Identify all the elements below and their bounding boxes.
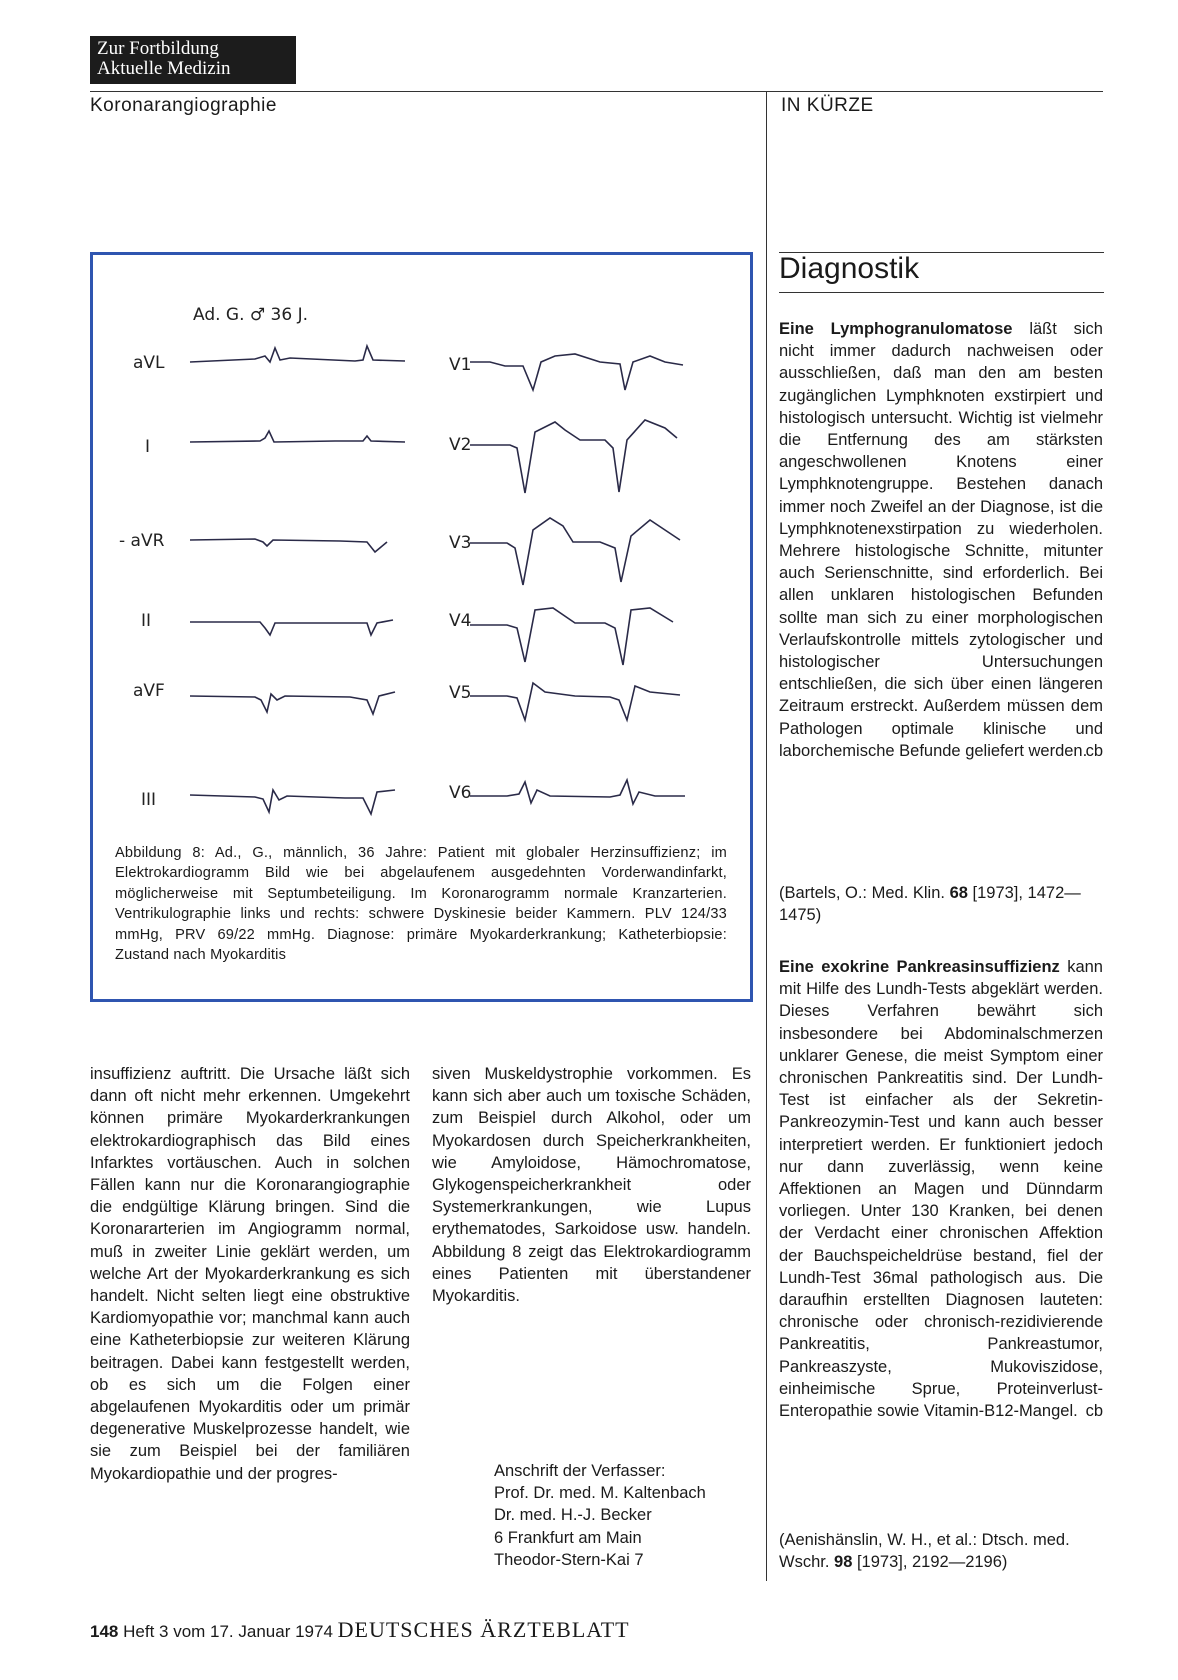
page-footer xyxy=(90,1617,630,1643)
author-address xyxy=(494,1460,706,1571)
ecg-patient-label: Ad. G. ♂ 36 J. xyxy=(193,305,309,325)
ecg-trace-avf xyxy=(190,692,395,714)
lead-label-v5: V5 xyxy=(449,683,472,703)
rubric-line-1: Zur Fortbildung xyxy=(97,38,219,59)
ecg-trace-v1 xyxy=(470,354,683,390)
ref1-pages: [1973], 1472—1475) xyxy=(779,884,1081,925)
section-title-left: Koronarangiographie xyxy=(90,95,277,116)
ecg-trace-avl xyxy=(190,346,405,362)
rubric-line-2: Aktuelle Medizin xyxy=(97,58,231,79)
ref2-authors: (Aenishänslin, W. H., et al.: Dtsch. med. Wschr. xyxy=(779,1531,1070,1572)
ecg-trace-v6 xyxy=(470,780,685,804)
lead-label-avr: - aVR xyxy=(119,531,165,551)
address-line-1: Prof. Dr. med. M. Kaltenbach xyxy=(494,1484,706,1503)
lead-label-v4: V4 xyxy=(449,611,472,631)
rubric-label xyxy=(90,36,296,84)
ecg-trace-avr xyxy=(190,539,387,552)
ref1-volume: 68 xyxy=(949,884,968,902)
ecg-trace-v4 xyxy=(470,608,673,665)
lead-label-iii: III xyxy=(141,790,157,810)
journal-name: DEUTSCHES ÄRZTEBLATT xyxy=(337,1617,630,1642)
header-rule xyxy=(90,91,1103,92)
diagnostik-item-1 xyxy=(779,318,1103,762)
item1-signature: cb xyxy=(1085,742,1103,761)
address-line-4: Theodor-Stern-Kai 7 xyxy=(494,1550,644,1569)
lead-label-v1: V1 xyxy=(449,355,472,375)
body-column-2 xyxy=(432,1063,751,1307)
ecg-trace-v3 xyxy=(470,518,680,585)
lead-label-ii: II xyxy=(141,611,152,631)
ecg-trace-v5 xyxy=(470,683,680,720)
body-paragraph-1: insuffizienz auftritt. Die Ursache läßt sich dann oft nicht mehr erkennen. Umgekehrt können primäre Myokarderkrankungen elektrokardiographisch das Bild eines Infarktes vortäuschen. Auch in solchen Fällen kann nur die Koronarangiographie die endgültige Klärung bringen. Sind die Koronararterien im Angiogramm normal, muß in zweiter Linie geklärt werden, um welche Art der Myokarderkrankung es sich handelt. Nicht selten liegt eine obstruktive Kardiomyopathie vor; manchmal kann auch eine Katheterbiopsie zur weiteren Klärung beitragen. Dabei kann festgestellt werden, ob es sich um die Folgen einer abgelaufenen Myokarditis oder um primär degenerative Muskelprozesse handelt, wie sie zum Beispiel bei der familiären Myokardiopathie und der progres- xyxy=(90,1065,410,1483)
diagnostik-item-2 xyxy=(779,956,1103,1422)
body-paragraph-2: siven Muskeldystrophie vorkommen. Es kann sich aber auch um toxische Schäden, zum Beispiel durch Alkohol, oder um Myokardosen durch Speicherkrankheiten, wie Amyloidose, Hämochromatose, Glykogenspeicherkrankheit oder Systemerkrankungen, wie Lupus erythematodes, Sarkoidose usw. handeln. Abbildung 8 zeigt das Elektrokardiogramm eines Patienten mit überstandener Myokarditis. xyxy=(432,1065,751,1306)
ecg-trace-ii xyxy=(190,620,393,635)
item2-text: kann mit Hilfe des Lundh-Tests abgeklärt werden. Dieses Verfahren bewährt sich insbesondere bei Abdominalschmerzen unklarer Genese, die meist Symptom einer chronischen Pankreatitis sind. Der Lundh-Test ist einfacher als der Sekretin-Pankreozymin-Test und kann auch besser interpretiert werden. Er funktioniert jedoch nur dann zuverlässig, wenn keine Affektionen an Magen und Dünndarm vorliegen. Unter 130 Kranken, bei denen der Verdacht einer chronischen Affektion der Bauchspeicheldrüse bestand, fiel der Lundh-Test 36mal pathologisch aus. Die daraufhin erstellten Diagnosen lauteten: chronische oder chronisch-rezidivierende Pankreatitis, Pankreastumor, Pankreaszyste, Mukoviszidose, einheimische Sprue, Proteinverlust-Enteropathie sowie Vitamin-B12-Mangel. xyxy=(779,958,1103,1421)
diagnostik-ref-1 xyxy=(779,882,1103,926)
ref2-volume: 98 xyxy=(834,1553,853,1572)
section-title-right: IN KÜRZE xyxy=(781,95,874,116)
page-number: 148 xyxy=(90,1622,119,1641)
lead-label-v3: V3 xyxy=(449,533,472,553)
diagnostik-title-rule xyxy=(779,292,1104,293)
lead-label-avl: aVL xyxy=(133,353,165,373)
lead-label-avf: aVF xyxy=(133,681,165,701)
ecg-figure xyxy=(105,290,745,835)
ref2-pages: [1973], 2192—2196) xyxy=(852,1553,1008,1572)
address-heading: Anschrift der Verfasser: xyxy=(494,1462,666,1480)
diagnostik-ref-2 xyxy=(779,1529,1103,1573)
item1-lead: Eine Lymphogranulomatose xyxy=(779,320,1013,338)
item1-text: läßt sich nicht immer dadurch nachweisen oder ausschließen, daß man den am besten zugänglichen Lymphknoten exstirpiert und histologisch untersucht. Wichtig ist vielmehr die Entfernung des am stärksten angeschwollenen Knotens einer Lymphknotengruppe. Bestehen danach immer noch Zweifel an der Diagnose, ist die Lymphknotenexstirpation zu wiederholen. Mehrere histologische Schnitte, mitunter auch Serienschnitte, sind erforderlich. Bei allen unklaren histologischen Befunden sollte man sich zu einer morphologischen Verlaufskontrolle mittels zytologischer und histologischer Untersuchungen entschließen, die sich über einen längeren Zeitraum erstreckt. Außerdem müssen dem Pathologen optimale klinische und laborchemische Befunde geliefert werden. xyxy=(779,320,1103,760)
diagnostik-title: Diagnostik xyxy=(779,252,920,285)
ecg-trace-iii xyxy=(190,790,395,814)
ecg-trace-i xyxy=(190,431,405,442)
lead-label-i: I xyxy=(145,437,151,457)
column-divider xyxy=(766,91,767,1581)
address-line-3: 6 Frankfurt am Main xyxy=(494,1528,642,1547)
item2-lead: Eine exokrine Pankreasinsuffizienz xyxy=(779,958,1060,976)
body-column-1 xyxy=(90,1063,410,1485)
item2-signature: cb xyxy=(1085,1402,1103,1421)
figure-caption: Abbildung 8: Ad., G., männlich, 36 Jahre: Patient mit globaler Herzinsuffizienz; im Elektrokardiogramm Bild wie bei abgelaufenem ausgedehnten Vorderwandinfarkt, möglicherweise mit Septumbeteiligung. Im Koronarogramm normale Kranzarterien. Ventrikulographie links und rechts: schwere Dyskinesie beider Kammern. PLV 124/33 mmHg, PRV 69/22 mmHg. Diagnose: primäre Myokarderkrankung; Katheterbiopsie: Zustand nach Myokarditis xyxy=(115,845,727,964)
issue-info: Heft 3 vom 17. Januar 1974 xyxy=(123,1622,333,1641)
ref1-authors: (Bartels, O.: Med. Klin. xyxy=(779,884,950,902)
ecg-trace-v2 xyxy=(470,420,677,493)
address-line-2: Dr. med. H.-J. Becker xyxy=(494,1506,652,1525)
lead-label-v2: V2 xyxy=(449,435,472,455)
lead-label-v6: V6 xyxy=(449,783,472,803)
